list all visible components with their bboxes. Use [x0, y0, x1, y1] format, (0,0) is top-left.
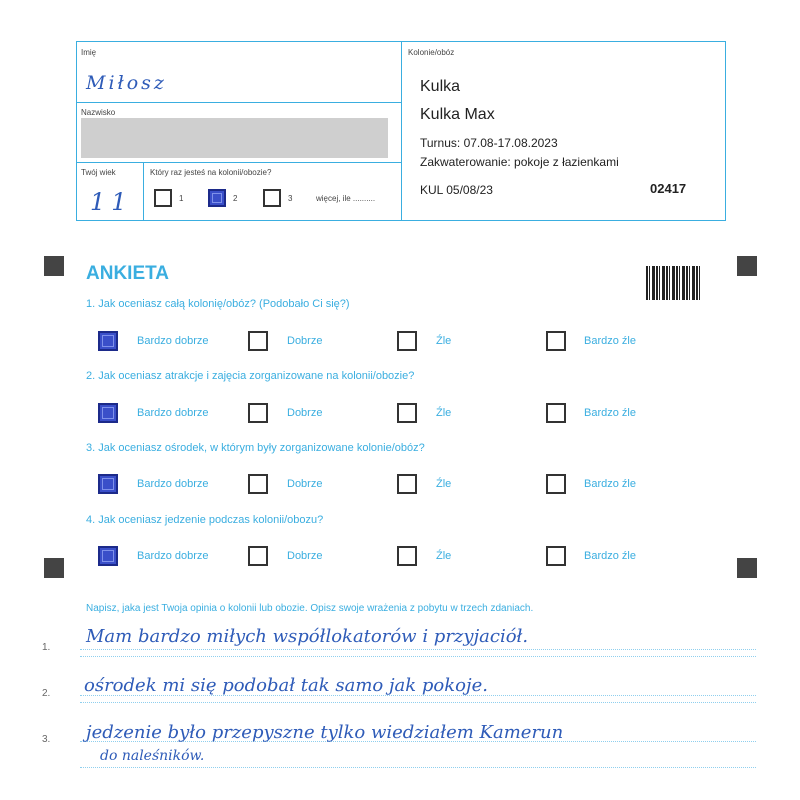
opinion-line-3[interactable]: jedzenie było przepyszne tylko wiedziałem Kamerun	[86, 722, 564, 743]
barcode-icon	[646, 266, 700, 300]
first-name-value[interactable]: Miłosz	[86, 72, 167, 94]
q1-option-bardzo-zle: Bardzo źle	[584, 335, 636, 347]
opinion-line-3-continued[interactable]: do naleśników.	[100, 748, 205, 764]
survey-title: ANKIETA	[86, 263, 170, 284]
line-number-2: 2.	[42, 688, 51, 699]
q2-option-bardzo-zle: Bardzo źle	[584, 407, 636, 419]
q1-option-bardzo-dobrze: Bardzo dobrze	[137, 335, 209, 347]
registration-marker-top-right	[737, 256, 757, 276]
registration-marker-top-left	[44, 256, 64, 276]
q4-option-bardzo-zle: Bardzo źle	[584, 550, 636, 562]
visit-count-option-3: 3	[288, 194, 293, 203]
last-name-redacted-field[interactable]	[81, 118, 388, 158]
registration-marker-bottom-right	[737, 558, 757, 578]
camp-name: Kulka	[420, 78, 461, 95]
question-1: 1. Jak oceniasz całą kolonię/obóz? (Podobało Ci się?)	[86, 298, 350, 310]
q2-option-dobrze: Dobrze	[287, 407, 323, 419]
q1-option-zle: Źle	[436, 335, 452, 347]
question-3: 3. Jak oceniasz ośrodek, w którym były zorganizowane kolonie/obóz?	[86, 442, 425, 454]
q3-checkbox-dobrze[interactable]	[248, 474, 268, 494]
q1-checkbox-bardzo-dobrze[interactable]	[98, 331, 118, 351]
q3-option-bardzo-zle: Bardzo źle	[584, 478, 636, 490]
q3-checkbox-bardzo-dobrze[interactable]	[98, 474, 118, 494]
visit-count-label: Który raz jesteś na kolonii/obozie?	[150, 168, 272, 177]
camp-name-secondary: Kulka Max	[420, 106, 495, 123]
age-label: Twój wiek	[81, 168, 116, 177]
q2-checkbox-dobrze[interactable]	[248, 403, 268, 423]
q1-checkbox-dobrze[interactable]	[248, 331, 268, 351]
opinion-line-1[interactable]: Mam bardzo miłych współlokatorów i przyjaciół.	[86, 626, 529, 647]
writing-line	[80, 649, 756, 650]
q2-checkbox-zle[interactable]	[397, 403, 417, 423]
writing-line	[80, 767, 756, 768]
opinion-prompt: Napisz, jaka jest Twoja opinia o kolonii lub obozie. Opisz swoje wrażenia z pobytu w trzech zdaniach.	[86, 603, 534, 614]
visit-count-more-label: więcej, ile ..........	[316, 194, 376, 203]
line-number-1: 1.	[42, 642, 51, 653]
q3-checkbox-bardzo-zle[interactable]	[546, 474, 566, 494]
camp-code: KUL 05/08/23	[420, 183, 493, 197]
q4-checkbox-dobrze[interactable]	[248, 546, 268, 566]
q2-checkbox-bardzo-dobrze[interactable]	[98, 403, 118, 423]
q1-option-dobrze: Dobrze	[287, 335, 323, 347]
writing-line	[80, 656, 756, 657]
registration-marker-bottom-left	[44, 558, 64, 578]
visit-count-checkbox-3[interactable]	[263, 189, 281, 207]
q4-option-bardzo-dobrze: Bardzo dobrze	[137, 550, 209, 562]
opinion-line-2[interactable]: ośrodek mi się podobał tak samo jak pokoje.	[84, 675, 488, 696]
q2-checkbox-bardzo-zle[interactable]	[546, 403, 566, 423]
age-value[interactable]: 11	[90, 188, 133, 216]
q4-option-dobrze: Dobrze	[287, 550, 323, 562]
accommodation: Zakwaterowanie: pokoje z łazienkami	[420, 155, 619, 169]
line-number-3: 3.	[42, 734, 51, 745]
first-name-label: Imię	[81, 48, 97, 57]
q1-checkbox-zle[interactable]	[397, 331, 417, 351]
turnus-dates: Turnus: 07.08-17.08.2023	[420, 136, 558, 150]
q1-checkbox-bardzo-zle[interactable]	[546, 331, 566, 351]
writing-line	[80, 702, 756, 703]
question-4: 4. Jak oceniasz jedzenie podczas kolonii/obozu?	[86, 514, 324, 526]
camp-label: Kolonie/obóz	[408, 48, 455, 57]
visit-count-checkbox-2[interactable]	[208, 189, 226, 207]
q3-option-bardzo-dobrze: Bardzo dobrze	[137, 478, 209, 490]
visit-count-option-1: 1	[179, 194, 184, 203]
q2-option-bardzo-dobrze: Bardzo dobrze	[137, 407, 209, 419]
q3-option-zle: Źle	[436, 478, 452, 490]
form-number: 02417	[650, 181, 687, 196]
q3-option-dobrze: Dobrze	[287, 478, 323, 490]
q4-checkbox-zle[interactable]	[397, 546, 417, 566]
q2-option-zle: Źle	[436, 407, 452, 419]
visit-count-checkbox-1[interactable]	[154, 189, 172, 207]
last-name-label: Nazwisko	[81, 108, 116, 117]
q4-checkbox-bardzo-dobrze[interactable]	[98, 546, 118, 566]
visit-count-option-2: 2	[233, 194, 238, 203]
q3-checkbox-zle[interactable]	[397, 474, 417, 494]
question-2: 2. Jak oceniasz atrakcje i zajęcia zorganizowane na kolonii/obozie?	[86, 370, 415, 382]
q4-checkbox-bardzo-zle[interactable]	[546, 546, 566, 566]
q4-option-zle: Źle	[436, 550, 452, 562]
